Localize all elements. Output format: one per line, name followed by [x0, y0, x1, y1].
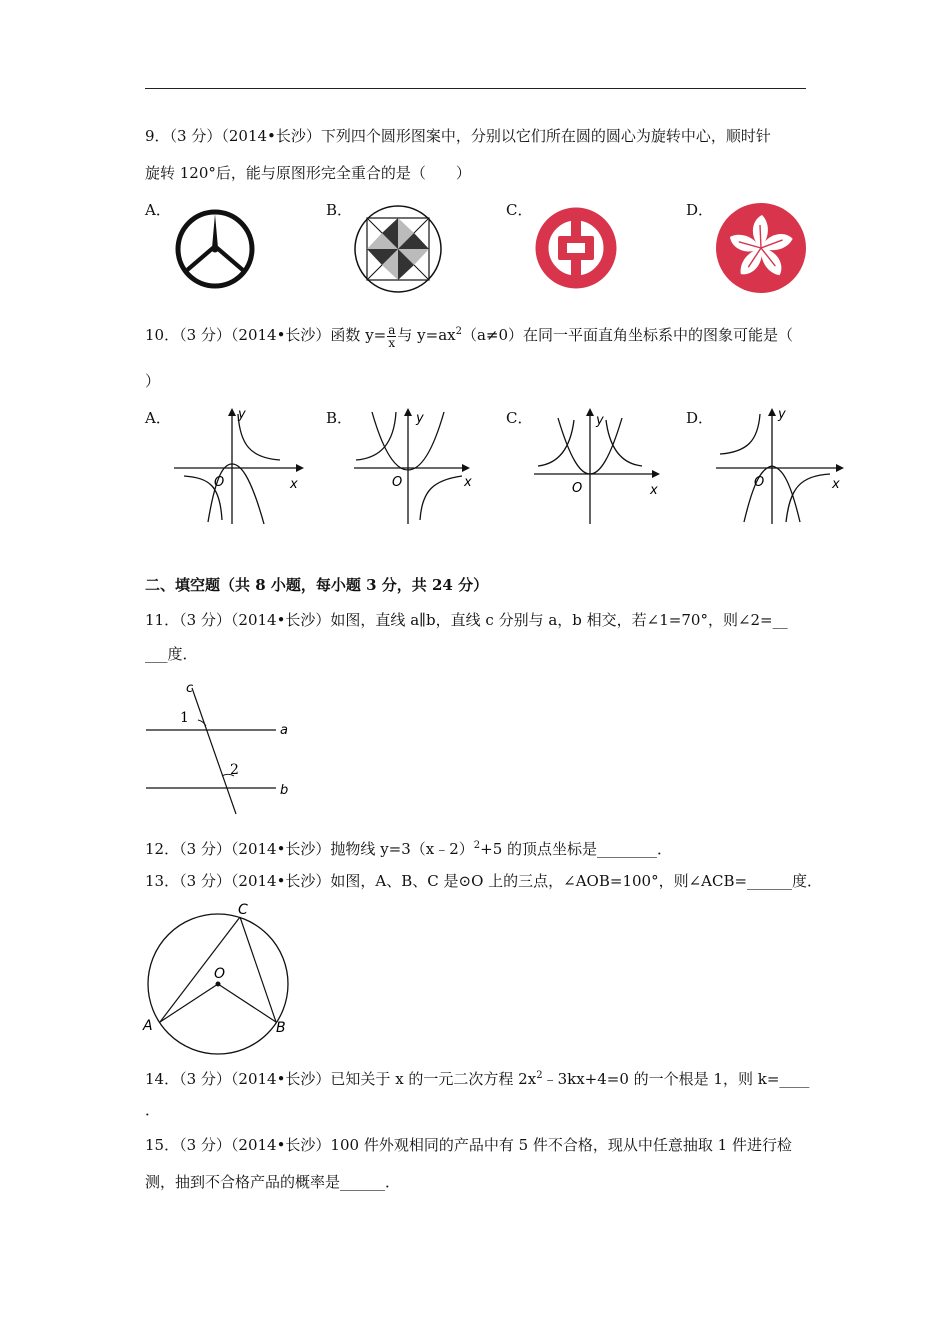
- q14-text-line2: ．: [145, 1101, 161, 1119]
- q10-graph-a-origin-label: O: [214, 475, 225, 490]
- q9-option-c-label: C．: [506, 201, 533, 219]
- q10-graph-a: [170, 404, 310, 528]
- q10-graph-d-y-label: y: [778, 407, 786, 422]
- q10-graph-b: [350, 404, 480, 528]
- q11-label-c: c: [186, 681, 194, 696]
- q10-graph-a-x-label: x: [290, 477, 298, 492]
- q10-middle: 与 y=ax: [397, 326, 456, 344]
- mercedes-logo-figure: [172, 206, 258, 292]
- q13-label-c: C: [238, 902, 248, 918]
- q13-text-line1: 13．（3 分）（2014•长沙）如图，A、B、C 是⊙O 上的三点，∠AOB=100°，则∠ACB=______度．: [145, 872, 823, 890]
- q14-suffix: ﹣3kx+4=0 的一个根是 1，则 k=____: [542, 1070, 810, 1088]
- q14-superscript: 2: [536, 1070, 543, 1081]
- q10-graph-b-y-label: y: [416, 411, 424, 426]
- q12-prefix: 12．（3 分）（2014•长沙）抛物线 y=3（x﹣2）: [145, 840, 474, 858]
- q15-text-line1: 15．（3 分）（2014•长沙）100 件外观相同的产品中有 5 件不合格，现从中任意抽取 1 件进行检: [145, 1136, 792, 1154]
- q13-label-b: B: [276, 1020, 286, 1036]
- q10-option-b-label: B．: [326, 409, 353, 427]
- q11-label-a: a: [280, 723, 288, 738]
- q12-superscript: 2: [473, 840, 481, 851]
- q10-graph-d-origin-label: O: [754, 475, 765, 490]
- q10-graph-c-origin-label: O: [572, 481, 583, 496]
- q9-option-a-label: A．: [145, 201, 171, 219]
- q11-text-line1: 11．（3 分）（2014•长沙）如图，直线 a∥b，直线 c 分别与 a，b 相交，若∠1=70°，则∠2=__: [145, 611, 788, 629]
- q10-graph-b-origin-label: O: [392, 475, 403, 490]
- q11-text-line2: ___度．: [145, 645, 198, 663]
- section-2-heading: 二、填空题（共 8 小题，每小题 3 分，共 24 分）: [145, 576, 489, 594]
- q10-superscript: 2: [455, 326, 462, 337]
- q12-suffix: +5 的顶点坐标是________．: [480, 840, 673, 858]
- q9-option-b-label: B．: [326, 201, 353, 219]
- q10-fraction: [387, 324, 396, 349]
- q13-circle-figure: [140, 900, 296, 1056]
- q10-text-line2: ）: [145, 372, 161, 390]
- q10-fraction-numerator: a: [388, 322, 396, 337]
- q10-graph-d-x-label: x: [832, 477, 840, 492]
- q10-suffix: （a≠0）在同一平面直角坐标系中的图象可能是（: [461, 326, 794, 344]
- q14-prefix: 14．（3 分）（2014•长沙）已知关于 x 的一元二次方程 2x: [145, 1070, 537, 1088]
- q11-label-b: b: [280, 783, 289, 798]
- q12-text: [145, 836, 672, 859]
- q10-graph-c-x-label: x: [650, 483, 658, 498]
- q10-option-d-label: D．: [686, 409, 714, 427]
- q14-text-line1: [145, 1066, 809, 1089]
- q10-option-c-label: C．: [506, 409, 533, 427]
- bank-of-china-logo-figure: [531, 203, 621, 293]
- q10-graph-b-x-label: x: [464, 475, 472, 490]
- hong-kong-flower-figure: [714, 201, 808, 295]
- q15-text-line2: 测，抽到不合格产品的概率是______．: [145, 1173, 401, 1191]
- q13-label-a: A: [143, 1018, 153, 1034]
- q9-text-line2: 旋转 120°后，能与原图形完全重合的是（ ）: [145, 164, 471, 182]
- q10-option-a-label: A．: [145, 409, 171, 427]
- q10-prefix: 10．（3 分）（2014•长沙）函数 y=: [145, 326, 387, 344]
- q11-parallel-lines-figure: [140, 676, 300, 818]
- q10-text-line1: [145, 322, 793, 349]
- q9-text-line1: 9．（3 分）（2014•长沙）下列四个圆形图案中，分别以它们所在圆的圆心为旋转中心，顺时针: [145, 127, 771, 145]
- q11-label-angle-2: 2: [230, 762, 239, 778]
- q10-graph-c-y-label: y: [596, 413, 604, 428]
- q10-graph-a-y-label: y: [238, 407, 246, 422]
- header-rule: [145, 88, 806, 89]
- q10-graph-c: [530, 404, 666, 528]
- q10-fraction-denominator: x: [388, 335, 396, 350]
- q11-label-angle-1: 1: [180, 710, 189, 726]
- q10-graph-d: [712, 404, 850, 528]
- q9-option-d-label: D．: [686, 201, 714, 219]
- pinwheel-figure: [352, 203, 444, 295]
- q13-label-o: O: [214, 966, 226, 982]
